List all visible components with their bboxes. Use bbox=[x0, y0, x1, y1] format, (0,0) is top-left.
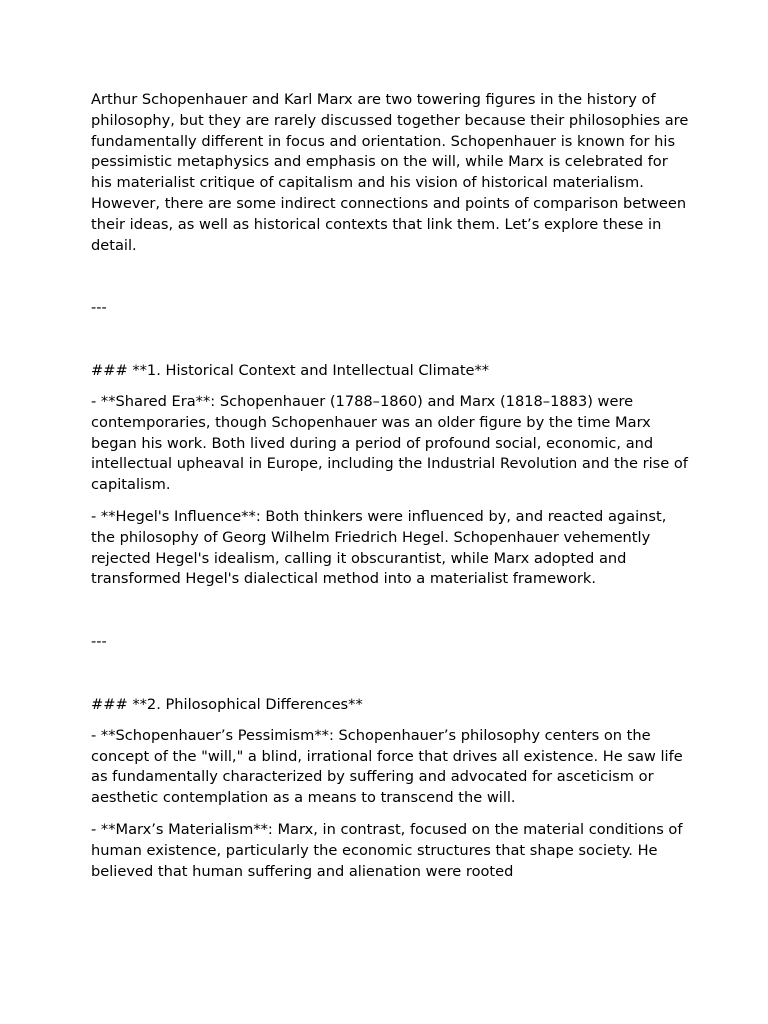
section-2-heading: ### **2. Philosophical Differences** bbox=[91, 695, 363, 713]
separator-1: --- bbox=[91, 299, 107, 317]
intro-paragraph: Arthur Schopenhauer and Karl Marx are two towering figures in the history of philosophy, but they are rarely discussed together because their philosophies are fundamentally different in focus and orientation. Schopenhauer is known for his pessimistic metaphysics and emphasis on the will, while Marx is celebrated for his materialist critique of capitalism and his vision of historical materialism. However, there are some indirect connections and points of comparison between their ideas, as well as historical contexts that link them. Let’s explore these in detail. bbox=[91, 91, 689, 254]
document-page bbox=[91, 90, 691, 882]
section-2-bullet-materialism: - **Marx’s Materialism**: Marx, in contrast, focused on the material conditions of human existence, particularly the economic structures that shape society. He believed that human suffering and alienation were rooted bbox=[91, 820, 683, 880]
section-2-bullet-pessimism: - **Schopenhauer’s Pessimism**: Schopenhauer’s philosophy centers on the concept of the "will," a blind, irrational force that drives all existence. He saw life as fundamentally characterized by suffering and advocated for asceticism or aesthetic contemplation as a means to transcend the will. bbox=[91, 726, 683, 807]
separator-2: --- bbox=[91, 633, 107, 651]
section-1-bullet-shared-era: - **Shared Era**: Schopenhauer (1788–1860) and Marx (1818–1883) were contemporaries, though Schopenhauer was an older figure by the time Marx began his work. Both lived during a period of profound social, economic, and intellectual upheaval in Europe, including the Industrial Revolution and the rise of capitalism. bbox=[91, 392, 688, 494]
section-1-heading: ### **1. Historical Context and Intellectual Climate** bbox=[91, 362, 490, 380]
section-1-bullet-hegel-influence: - **Hegel's Influence**: Both thinkers were influenced by, and reacted against, the philosophy of Georg Wilhelm Friedrich Hegel. Schopenhauer vehemently rejected Hegel's idealism, calling it obscurantist, while Marx adopted and transformed Hegel's dialectical method into a materialist framework. bbox=[91, 507, 667, 588]
